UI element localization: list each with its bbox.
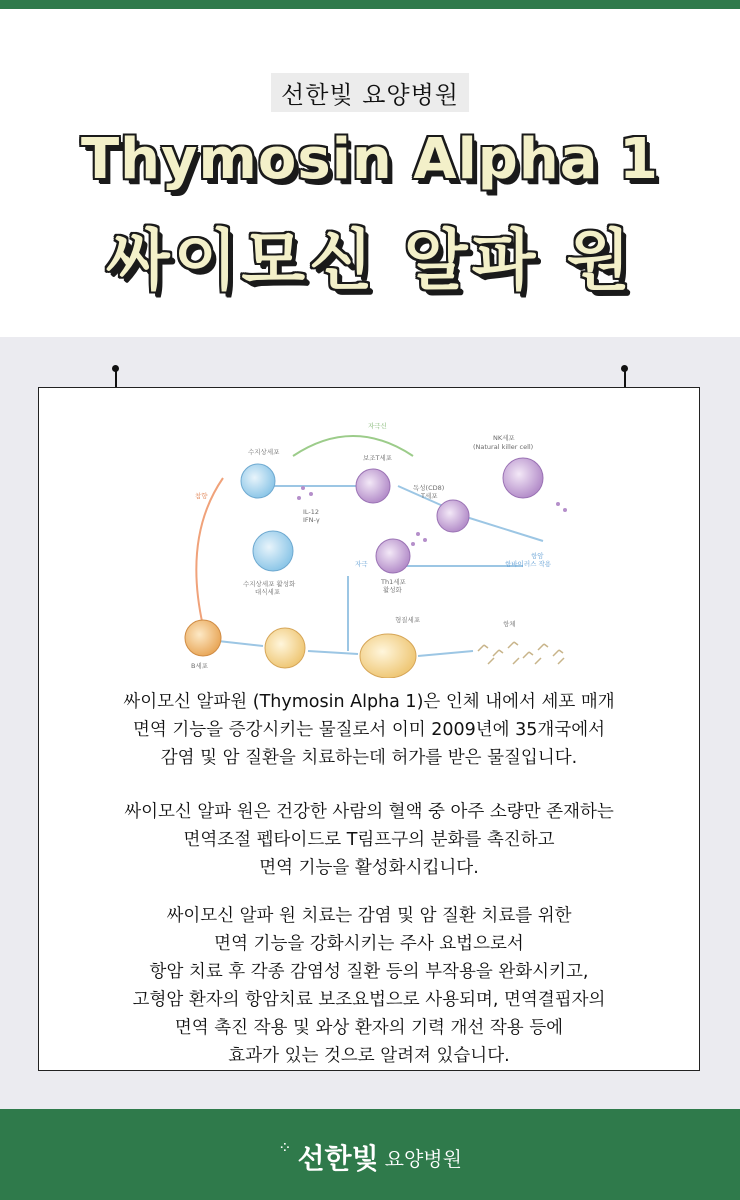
- antibody-cluster: [478, 642, 564, 664]
- nk-cell: [503, 458, 543, 498]
- activated-b-cell: [265, 628, 305, 668]
- paragraph-line: 싸이모신 알파원 (Thymosin Alpha 1)은 인체 내에서 세포 매개: [123, 692, 615, 712]
- arrow-blue-6: [218, 641, 263, 646]
- label-antiviral-2: 항바이러스 작용: [505, 560, 552, 568]
- label-cd8-1: 독성(CD8): [413, 484, 445, 492]
- top-accent-bar: [0, 0, 740, 9]
- header: [0, 9, 740, 337]
- label-dendritic-act-1: 수지상세포 활성화: [243, 580, 296, 588]
- paragraph-line: 고형암 환자의 항암치료 보조요법으로 사용되며, 면역결핍자의: [132, 990, 606, 1010]
- label-dendritic: 수지상세포: [248, 448, 280, 456]
- label-dendritic-act-2: 대식세포: [255, 588, 281, 596]
- title-english: Thymosin Alpha 1: [80, 127, 660, 192]
- arrow-green-top: [293, 436, 413, 456]
- plasma-cell: [360, 634, 416, 678]
- th1-cell: [376, 539, 410, 573]
- label-b-cell: B세포: [191, 662, 209, 670]
- paragraph-line: 면역 기능을 증강시키는 물질로서 이미 2009년에 35개국에서: [132, 720, 606, 740]
- label-stimulus: 자극신: [368, 422, 387, 430]
- paragraph-mechanism: [39, 798, 699, 882]
- label-nk: NK세포: [493, 434, 515, 442]
- hospital-label: 선한빛 요양병원: [271, 73, 469, 112]
- helper-t-cell: [356, 469, 390, 503]
- label-ifn: IFN-γ: [303, 516, 320, 524]
- pin-dot-right-top: [621, 365, 628, 372]
- label-th1-1: Th1세포: [381, 578, 406, 586]
- b-cell: [185, 620, 221, 656]
- paragraph-intro: [39, 688, 699, 772]
- info-card: [38, 387, 700, 1071]
- label-stimulus-2: 자극: [355, 560, 368, 568]
- paragraph-line: 싸이모신 알파 원 치료는 감염 및 암 질환 치료를 위한: [166, 906, 572, 926]
- sparkle-icon: ⁘: [278, 1137, 292, 1157]
- paragraph-line: 면역조절 펩타이드로 T림프구의 분화를 촉진하고: [183, 830, 555, 850]
- label-antibody: 항체: [503, 620, 516, 628]
- label-cd8-2: T세포: [421, 492, 438, 500]
- paragraph-line: 싸이모신 알파 원은 건강한 사람의 혈액 중 아주 소량만 존재하는: [124, 802, 614, 822]
- paragraph-line: 효과가 있는 것으로 알려져 있습니다.: [228, 1046, 510, 1066]
- paragraph-line: 감염 및 암 질환을 치료하는데 허가를 받은 물질입니다.: [160, 748, 578, 768]
- immune-cell-diagram: [163, 416, 577, 678]
- dendritic-cell: [241, 464, 275, 498]
- paragraph-treatment: [39, 902, 699, 1070]
- label-antiviral-1: 항암: [531, 552, 544, 560]
- paragraph-line: 면역 기능을 활성화시킵니다.: [259, 858, 479, 878]
- arrow-blue-8: [418, 651, 473, 656]
- label-induction: 참향: [195, 492, 208, 500]
- arrow-blue-3: [463, 516, 543, 541]
- arrow-blue-7: [308, 651, 358, 654]
- label-plasma: 형질세포: [395, 616, 421, 624]
- paragraph-line: 면역 촉진 작용 및 와상 환자의 기력 개선 작용 등에: [174, 1018, 564, 1038]
- footer: [0, 1109, 740, 1200]
- footer-logo: [278, 1137, 462, 1177]
- label-th1-2: 활성화: [383, 586, 402, 594]
- paragraph-line: 면역 기능을 강화시키는 주사 요법으로서: [214, 934, 524, 954]
- label-helper-t: 보조T세포: [363, 454, 393, 462]
- label-nk-en: (Natural killer cell): [473, 443, 534, 451]
- arrow-orange-left: [196, 478, 223, 626]
- footer-logo-brand: 선한빛: [297, 1142, 379, 1175]
- title-korean: 싸이모신 알파 원: [105, 222, 635, 299]
- cd8-t-cell: [437, 500, 469, 532]
- label-il12: IL-12: [303, 508, 320, 516]
- activated-dendritic-cell: [253, 531, 293, 571]
- paragraph-line: 항암 치료 후 각종 감염성 질환 등의 부작용을 완화시키고,: [149, 962, 589, 982]
- footer-logo-sub: 요양병원: [384, 1146, 462, 1171]
- pin-dot-left-top: [112, 365, 119, 372]
